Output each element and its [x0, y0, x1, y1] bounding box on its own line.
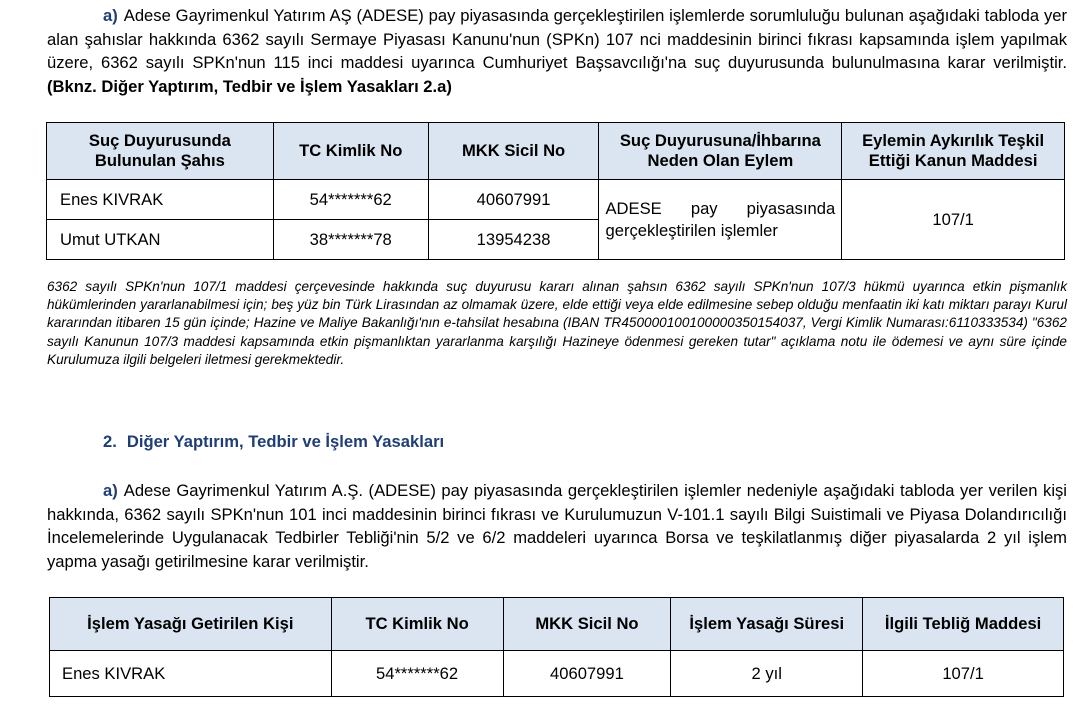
table-header-row: [50, 598, 1064, 651]
section-a1-reference: (Bknz. Diğer Yaptırım, Tedbir ve İşlem Yasakları 2.a): [47, 76, 452, 96]
criminal-complaint-table: [46, 122, 1065, 260]
header-person: Suç Duyurusunda Bulunulan Şahıs: [47, 123, 274, 180]
cell-person: Enes KIVRAK: [50, 651, 332, 697]
cell-mkk: 40607991: [503, 651, 671, 697]
section-a2-text: Adese Gayrimenkul Yatırım A.Ş. (ADESE) pay piyasasında gerçekleştirilen işlemler nedeniyle aşağıdaki tabloda yer verilen kişi hakkında, 6362 sayılı SPKn'nun 101 inci maddesinin birinci fıkrası ve Kurulumuzun V-101.1 sayılı Bilgi Suistimali ve Piyasa Dolandırıcılığı İncelemelerinde Uygulanacak Tedbirler Tebliği'nin 5/2 ve 6/2 maddeleri uyarınca Borsa ve teşkilatlanmış diğer piyasalarda 2 yıl işlem yapma yasağı getirilmesine karar verilmiştir.: [47, 481, 1067, 571]
section-a2-paragraph: [47, 479, 1067, 573]
header-mkk: MKK Sicil No: [503, 598, 671, 651]
section-a1-label: a): [103, 6, 118, 25]
section-a1-paragraph: [47, 4, 1067, 98]
table-header-row: [47, 123, 1065, 180]
cell-person: Umut UTKAN: [47, 220, 274, 260]
cell-mkk: 13954238: [428, 220, 599, 260]
cell-article: 107/1: [842, 180, 1065, 260]
section-a1-text: Adese Gayrimenkul Yatırım AŞ (ADESE) pay piyasasında gerçekleştirilen işlemlerde sorumluluğu bulunan aşağıdaki tabloda yer alan şahıslar hakkında 6362 sayılı Sermaye Piyasası Kanunu'nun (SPKn) 107 nci maddesinin birinci fıkrası kapsamında işlem yapılmak üzere, 6362 sayılı SPKn'nun 115 inci maddesi uyarınca Cumhuriyet Başsavcılığı'na suç duyurusunda bulunulmasına karar verilmiştir.: [47, 6, 1067, 72]
section-2-heading: [103, 432, 444, 452]
header-article: Eylemin Aykırılık Teşkil Ettiği Kanun Maddesi: [842, 123, 1065, 180]
cell-duration: 2 yıl: [671, 651, 863, 697]
section-a2-label: a): [103, 481, 118, 500]
table-row: [47, 180, 1065, 220]
cell-action: ADESE pay piyasasında gerçekleştirilen işlemler: [599, 180, 842, 260]
effective-remorse-note: 6362 sayılı SPKn'nun 107/1 maddesi çerçevesinde hakkında suç duyurusu kararı alınan şahsın 6362 sayılı SPKn'nun 107/3 hükmü uyarınca etkin pişmanlık hükümlerinden yararlanabilmesi için; beş yüz bin Türk Lirasından az olmamak üzere, elde ettiği veya elde edilmesine sebep olduğu menfaatin iki katı miktarı parayı Kurul kararından itibaren 15 gün içinde; Hazine ve Maliye Bakanlığı'nın e-tahsilat hesabına (IBAN TR450000100100000350154037, Vergi Kimlik Numarası:6110333534) "6362 sayılı Kanunun 107/3 maddesi kapsamında etkin pişmanlıktan yararlanma karşılığı Hazineye ödenmesi gereken tutar" açıklama notu ile ödemesi ve aynı süre içinde Kurulumuza ilgili belgeleri iletmesi gerekmektedir.: [47, 279, 1067, 367]
header-person: İşlem Yasağı Getirilen Kişi: [50, 598, 332, 651]
table-row: [50, 651, 1064, 697]
cell-tc: 38*******78: [273, 220, 428, 260]
section-2-title: Diğer Yaptırım, Tedbir ve İşlem Yasakları: [126, 432, 445, 451]
header-article: İlgili Tebliğ Maddesi: [863, 598, 1064, 651]
cell-article: 107/1: [863, 651, 1064, 697]
trading-ban-table: [49, 597, 1064, 697]
header-duration: İşlem Yasağı Süresi: [671, 598, 863, 651]
header-tc: TC Kimlik No: [273, 123, 428, 180]
cell-mkk: 40607991: [428, 180, 599, 220]
cell-tc: 54*******62: [331, 651, 503, 697]
cell-tc: 54*******62: [273, 180, 428, 220]
header-action: Suç Duyurusuna/İhbarına Neden Olan Eylem: [599, 123, 842, 180]
cell-person: Enes KIVRAK: [47, 180, 274, 220]
section-2-number: 2.: [103, 432, 117, 451]
header-tc: TC Kimlik No: [331, 598, 503, 651]
header-mkk: MKK Sicil No: [428, 123, 599, 180]
